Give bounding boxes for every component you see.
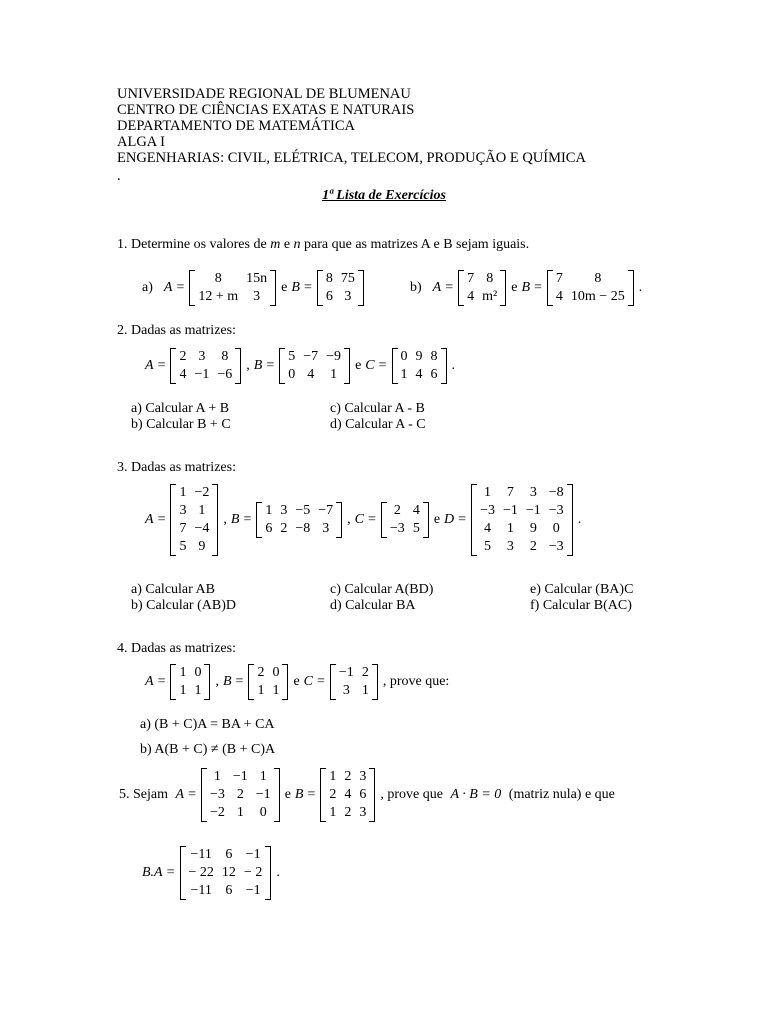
matrix-cell: 6 xyxy=(265,521,273,536)
matrix-cell: 3 xyxy=(342,683,350,698)
q2-item-a: a) Calcular A + B xyxy=(131,401,230,416)
matrix-cell: −3 xyxy=(548,539,564,554)
q1b-matrix-A xyxy=(458,270,506,306)
header-center: CENTRO DE CIÊNCIAS EXATAS E NATURAIS xyxy=(117,102,415,118)
matrix-cell: 7 xyxy=(506,485,514,500)
q1a-matrix-B xyxy=(317,270,364,306)
matrix-cell: 4 xyxy=(344,787,352,802)
q3-item-c: c) Calcular A(BD) xyxy=(330,582,434,597)
header-programs: ENGENHARIAS: CIVIL, ELÉTRICA, TELECOM, PRODUÇÃO E QUÍMICA xyxy=(117,150,586,166)
matrix-cell: 3 xyxy=(359,805,367,820)
matrix-cell: 1 xyxy=(361,683,369,698)
matrix-cell: 0 xyxy=(259,805,267,820)
matrix-cell: 6 xyxy=(225,883,233,898)
matrix-cell: 0 xyxy=(194,665,202,680)
matrix-cell: − 2 xyxy=(243,865,263,880)
q3-item-a: a) Calcular AB xyxy=(131,582,215,597)
q5-ba-equation: B.A = −11 6 −1 − 22 12 − 2 −11 6 −1 . xyxy=(142,847,280,898)
matrix-cell: 2 xyxy=(529,539,537,554)
matrix-cell: −2 xyxy=(194,485,210,500)
q3-matrix-D xyxy=(471,484,573,556)
matrix-cell: 3 xyxy=(506,539,514,554)
q1b-matrix-B xyxy=(547,270,634,306)
q5-equation: 5. Sejam A = 1 −1 1 −3 2 −1 −2 1 0 e B = 1 2 3 2 4 6 1 2 3 , prove que A · B = 0 (matriz nula) e que xyxy=(119,769,615,820)
matrix-cell: 3 xyxy=(529,485,537,500)
matrix-cell: − 22 xyxy=(188,865,214,880)
matrix-cell: 7 xyxy=(467,271,475,286)
q4-equation: A = 1 0 1 1 , B = 2 0 1 1 e C = −1 2 3 1 , prove que: xyxy=(145,665,450,698)
matrix-cell: 3 xyxy=(322,521,330,536)
matrix-cell: 5 xyxy=(484,539,492,554)
q3-matrix-B xyxy=(256,502,342,538)
matrix-cell: −3 xyxy=(480,503,495,518)
matrix-cell: 1 xyxy=(179,665,187,680)
matrix-cell: 3 xyxy=(280,503,288,518)
matrix-cell: −7 xyxy=(303,349,319,364)
q3-item-b: b) Calcular (AB)D xyxy=(131,598,236,613)
matrix-cell: 1 xyxy=(330,367,338,382)
matrix-cell: 9 xyxy=(198,539,206,554)
matrix-cell: 5 xyxy=(179,539,187,554)
matrix-cell: 2 xyxy=(393,503,401,518)
matrix-cell: 1 xyxy=(484,485,492,500)
matrix-cell: 8 xyxy=(486,271,494,286)
matrix-cell: −4 xyxy=(194,521,210,536)
q5-matrix-B xyxy=(320,768,375,822)
matrix-cell: 4 xyxy=(179,367,187,382)
matrix-cell: −1 xyxy=(194,367,210,382)
matrix-cell: 8 xyxy=(594,271,602,286)
matrix-cell: 8 xyxy=(221,349,229,364)
matrix-cell: −1 xyxy=(525,503,541,518)
matrix-cell: 6 xyxy=(225,847,233,862)
matrix-cell: 1 xyxy=(179,683,187,698)
matrix-cell: 1 xyxy=(194,683,202,698)
matrix-cell: 6 xyxy=(430,367,438,382)
matrix-cell: −9 xyxy=(326,349,342,364)
matrix-cell: 7 xyxy=(179,521,187,536)
q5-matrix-A xyxy=(201,768,280,822)
matrix-cell: 2 xyxy=(179,349,187,364)
q2-equation: A = 2 3 8 4 −1 −6 , B = 5 −7 −9 0 4 1 e C = 0 9 8 1 4 6 . xyxy=(145,349,456,382)
matrix-cell: −3 xyxy=(209,787,225,802)
matrix-cell: 1 xyxy=(213,769,221,784)
matrix-cell: 5 xyxy=(412,521,420,536)
matrix-cell: 2 xyxy=(344,805,352,820)
matrix-cell: −2 xyxy=(209,805,225,820)
matrix-cell: 1 xyxy=(179,485,187,500)
matrix-cell: 1 xyxy=(236,805,244,820)
q4-stem: 4. Dadas as matrizes: xyxy=(117,641,236,656)
matrix-cell: 2 xyxy=(280,521,288,536)
matrix-cell: 4 xyxy=(307,367,315,382)
matrix-cell: 0 xyxy=(288,367,296,382)
matrix-cell: 3 xyxy=(179,503,187,518)
q2-matrix-C xyxy=(392,348,447,384)
matrix-cell: 2 xyxy=(361,665,369,680)
matrix-cell: 7 xyxy=(555,271,563,286)
q2-stem: 2. Dadas as matrizes: xyxy=(117,323,236,338)
matrix-cell: −8 xyxy=(548,485,564,500)
q4-matrix-A xyxy=(170,664,210,700)
matrix-cell: −6 xyxy=(217,367,233,382)
matrix-cell: 9 xyxy=(415,349,423,364)
matrix-cell: 2 xyxy=(257,665,265,680)
matrix-cell: −3 xyxy=(389,521,405,536)
matrix-cell: 4 xyxy=(467,289,475,304)
q3-equation: A = 1 −2 3 1 7 −4 5 9 , B = 1 3 −5 −7 6 2 −8 3 , C = 2 4 −3 5 e D = 1 7 3 −8 −3 −1 −1 −3 4 1 9 0 5 3 2 −3 . xyxy=(145,485,582,554)
matrix-cell: 12 xyxy=(221,865,236,880)
matrix-cell: 75 xyxy=(340,271,355,286)
matrix-cell: 1 xyxy=(329,769,337,784)
matrix-cell: 9 xyxy=(529,521,537,536)
q1-stem: 1. Determine os valores de m e n para que as matrizes A e B sejam iguais. xyxy=(117,237,530,252)
matrix-cell: 5 xyxy=(288,349,296,364)
matrix-cell: 0 xyxy=(400,349,408,364)
q4-matrix-B xyxy=(248,664,288,700)
matrix-cell: 1 xyxy=(272,683,280,698)
matrix-cell: −5 xyxy=(295,503,311,518)
q3-stem: 3. Dadas as matrizes: xyxy=(117,460,236,475)
matrix-cell: 1 xyxy=(257,683,265,698)
matrix-cell: −1 xyxy=(255,787,271,802)
matrix-cell: −1 xyxy=(338,665,354,680)
matrix-cell: 0 xyxy=(552,521,560,536)
matrix-cell: m² xyxy=(482,289,498,304)
q3-item-e: e) Calcular (BA)C xyxy=(530,582,634,597)
matrix-cell: −1 xyxy=(232,769,248,784)
matrix-cell: 1 xyxy=(329,805,337,820)
q2-item-c: c) Calcular A - B xyxy=(330,401,425,416)
page-title: 1ª Lista de Exercícios xyxy=(322,188,446,203)
header-department: DEPARTAMENTO DE MATEMÁTICA xyxy=(117,118,356,134)
matrix-cell: 3 xyxy=(359,769,367,784)
matrix-cell: 4 xyxy=(555,289,563,304)
matrix-cell: −11 xyxy=(190,847,212,862)
matrix-cell: 1 xyxy=(400,367,408,382)
matrix-cell: 2 xyxy=(236,787,244,802)
matrix-cell: 2 xyxy=(344,769,352,784)
header-dot: . xyxy=(117,168,121,184)
q2-matrix-A xyxy=(170,348,241,384)
q3-matrix-C xyxy=(381,502,429,538)
matrix-cell: 0 xyxy=(272,665,280,680)
matrix-cell: 8 xyxy=(430,349,438,364)
matrix-cell: −3 xyxy=(548,503,564,518)
q3-matrix-A xyxy=(170,484,218,556)
matrix-cell: −8 xyxy=(295,521,311,536)
q2-item-b: b) Calcular B + C xyxy=(131,417,231,432)
q1b-equation: b) A = 7 8 4 m² e B = 7 8 4 10m − 25 . xyxy=(410,271,643,304)
q1a-matrix-A xyxy=(189,270,276,306)
matrix-cell: 1 xyxy=(259,769,267,784)
matrix-cell: 1 xyxy=(265,503,273,518)
matrix-cell: 3 xyxy=(253,289,261,304)
matrix-cell: −11 xyxy=(190,883,212,898)
matrix-cell: 15n xyxy=(246,271,268,286)
matrix-cell: 1 xyxy=(198,503,206,518)
header-university: UNIVERSIDADE REGIONAL DE BLUMENAU xyxy=(117,86,411,102)
q4-matrix-C xyxy=(330,664,378,700)
matrix-cell: 1 xyxy=(506,521,514,536)
q4-item-b: b) A(B + C) ≠ (B + C)A xyxy=(140,742,276,757)
matrix-cell: 8 xyxy=(214,271,222,286)
matrix-cell: 3 xyxy=(344,289,352,304)
matrix-cell: −1 xyxy=(245,847,261,862)
matrix-cell: 6 xyxy=(325,289,333,304)
matrix-cell: −1 xyxy=(245,883,261,898)
matrix-cell: −1 xyxy=(502,503,518,518)
q4-item-a: a) (B + C)A = BA + CA xyxy=(140,717,275,732)
q3-item-f: f) Calcular B(AC) xyxy=(530,598,632,613)
matrix-cell: 3 xyxy=(198,349,206,364)
q2-matrix-B xyxy=(279,348,350,384)
matrix-cell: 4 xyxy=(484,521,492,536)
matrix-cell: 4 xyxy=(415,367,423,382)
matrix-cell: −7 xyxy=(318,503,334,518)
header-course: ALGA I xyxy=(117,134,165,150)
q2-item-d: d) Calcular A - C xyxy=(330,417,426,432)
matrix-cell: 12 + m xyxy=(198,289,239,304)
matrix-cell: 4 xyxy=(412,503,420,518)
q3-item-d: d) Calcular BA xyxy=(330,598,416,613)
q5-matrix-BA xyxy=(180,846,272,900)
q1a-equation: a) A = 8 15n 12 + m 3 e B = 8 75 6 3 xyxy=(140,270,367,306)
matrix-cell: 8 xyxy=(325,271,333,286)
matrix-cell: 10m − 25 xyxy=(570,289,625,304)
matrix-cell: 2 xyxy=(329,787,337,802)
matrix-cell: 6 xyxy=(359,787,367,802)
